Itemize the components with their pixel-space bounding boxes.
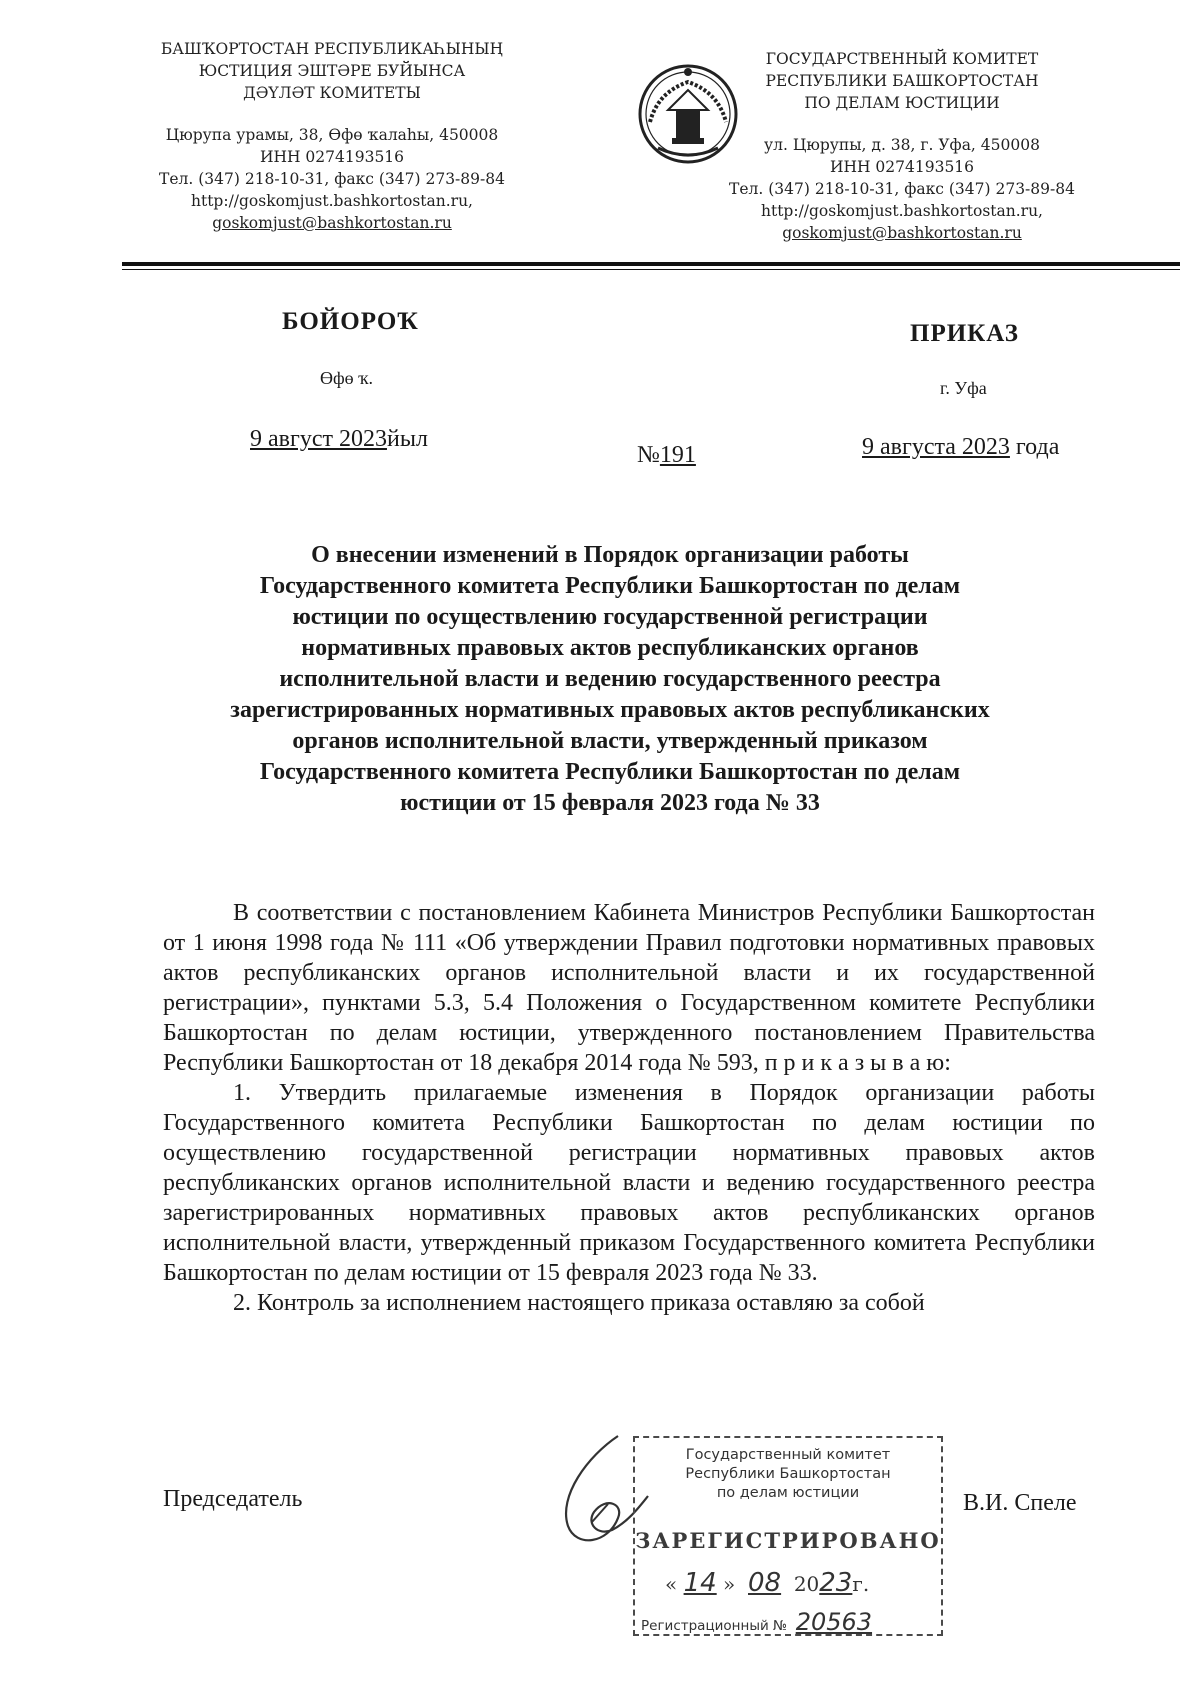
org-name-ru-line-1: ГОСУДАРСТВЕННЫЙ КОМИТЕТ (765, 50, 1039, 68)
registration-stamp (633, 1436, 943, 1636)
phone-ru: Тел. (347) 218-10-31, факс (347) 273-89-84 (729, 180, 1075, 198)
header-divider-thick (122, 262, 1180, 266)
date-ru-suffix: года (1015, 434, 1060, 460)
stamp-year: 23 (819, 1568, 853, 1598)
title-line: нормативных правовых актов республиканских органов (301, 635, 919, 661)
header-left-block (122, 38, 542, 234)
org-name-ba-line-1: БАШҠОРТОСТАН РЕСПУБЛИКАҺЫНЫҢ (160, 40, 504, 58)
title-line: О внесении изменений в Порядок организации работы (311, 542, 909, 568)
document-body (163, 898, 1095, 1318)
email-link-ru[interactable]: goskomjust@bashkortostan.ru (782, 224, 1022, 242)
title-line: исполнительной власти и ведению государственного реестра (279, 666, 941, 692)
header-divider-thin (122, 269, 1180, 270)
city-ru: г. Уфа (940, 378, 987, 398)
doc-type-ba: БОЙОРОҠ (282, 308, 419, 335)
title-line: юстиции от 15 февраля 2023 года № 33 (400, 790, 820, 816)
inn-ru: ИНН 0274193516 (829, 158, 975, 176)
org-name-ru-line-2: РЕСПУБЛИКИ БАШКОРТОСТАН (765, 72, 1039, 90)
stamp-status: ЗАРЕГИСТРИРОВАНО (635, 1528, 941, 1553)
stamp-org-line: Республики Башкортостан (685, 1466, 891, 1482)
stamp-regnum (641, 1608, 872, 1636)
phone-ba: Тел. (347) 218-10-31, факс (347) 273-89-84 (159, 170, 505, 188)
title-line: органов исполнительной власти, утвержденный приказом (292, 728, 928, 754)
stamp-org-line: Государственный комитет (685, 1447, 891, 1463)
date-ba (250, 426, 428, 453)
stamp-org (635, 1446, 941, 1503)
org-name-ru-line-3: ПО ДЕЛАМ ЮСТИЦИИ (804, 94, 1000, 112)
stamp-year-prefix: 20 (793, 1572, 820, 1596)
stamp-regnum-label: Регистрационный № (641, 1618, 788, 1634)
title-line: Государственного комитета Республики Башкортостан по делам (259, 759, 961, 785)
stamp-org-line: по делам юстиции (716, 1485, 860, 1501)
stamp-regnum-value: 20563 (795, 1608, 873, 1636)
date-ba-value: 9 август 2023 (250, 426, 387, 452)
inn-ba: ИНН 0274193516 (259, 148, 405, 166)
address-ba: Цюрупа урамы, 38, Өфө ҡалаһы, 450008 (165, 126, 499, 144)
city-ba: Өфө ҡ. (320, 368, 373, 388)
signatory-position: Председатель (163, 1486, 303, 1512)
date-ba-suffix: йыл (386, 426, 428, 452)
signatory-name: В.И. Спеле (963, 1490, 1077, 1516)
doc-type-ru: ПРИКАЗ (910, 320, 1019, 347)
address-ru: ул. Цюрупы, д. 38, г. Уфа, 450008 (764, 136, 1040, 154)
body-paragraph-item-2: 2. Контроль за исполнением настоящего приказа оставляю за собой (233, 1290, 925, 1316)
body-paragraph-item-1: 1. Утвердить прилагаемые изменения в Порядок организации работы Государственного комитета Республики Башкортостан по делам юстиции по осуществлению государственной регистрации нормативных правовых актов республиканских органов исполнительной власти и ведению государственного реестра зарегистрированных нормативных правовых актов республиканских органов исполнительной власти, утвержденный приказом Государственного комитета Республики Башкортостан по делам юстиции от 15 февраля 2023 года № 33. (163, 1080, 1095, 1286)
org-name-ba-line-2: ЮСТИЦИЯ ЭШТӘРЕ БУЙЫНСА (198, 62, 466, 80)
site-ba: http://goskomjust.bashkortostan.ru, (190, 192, 473, 210)
org-name-ba-line-3: ДӘҮЛӘТ КОМИТЕТЫ (243, 84, 421, 102)
title-line: зарегистрированных нормативных правовых актов республиканских (230, 697, 990, 723)
site-ru: http://goskomjust.bashkortostan.ru, (760, 202, 1043, 220)
email-link-ba[interactable]: goskomjust@bashkortostan.ru (212, 214, 452, 232)
number-prefix: № (637, 442, 660, 468)
date-ru-value: 9 августа 2023 (862, 434, 1010, 460)
header-right-block (692, 48, 1112, 244)
number-value: 191 (659, 442, 696, 468)
title-line: юстиции по осуществлению государственной регистрации (292, 604, 928, 630)
date-ru (862, 434, 1059, 461)
title-line: Государственного комитета Республики Башкортостан по делам (259, 573, 961, 599)
document-title (160, 540, 1060, 819)
stamp-date: « 14 » 08 2023г. (665, 1568, 870, 1598)
stamp-year-suffix: г. (852, 1572, 870, 1596)
body-paragraph-preamble: В соответствии с постановлением Кабинета Министров Республики Башкортостан от 1 июня 1998 года № 111 «Об утверждении Правил подготовки нормативных правовых актов республиканских органов исполнительной власти и их государственной регистрации», пунктами 5.3, 5.4 Положения о Государственном комитете Республики Башкортостан по делам юстиции, утвержденного постановлением Правительства Республики Башкортостан от 18 декабря 2014 года № 593, п р и к а з ы в а ю: (163, 900, 1095, 1076)
stamp-month: 08 (748, 1568, 782, 1598)
stamp-day: 14 (683, 1568, 717, 1598)
order-number (637, 442, 696, 469)
